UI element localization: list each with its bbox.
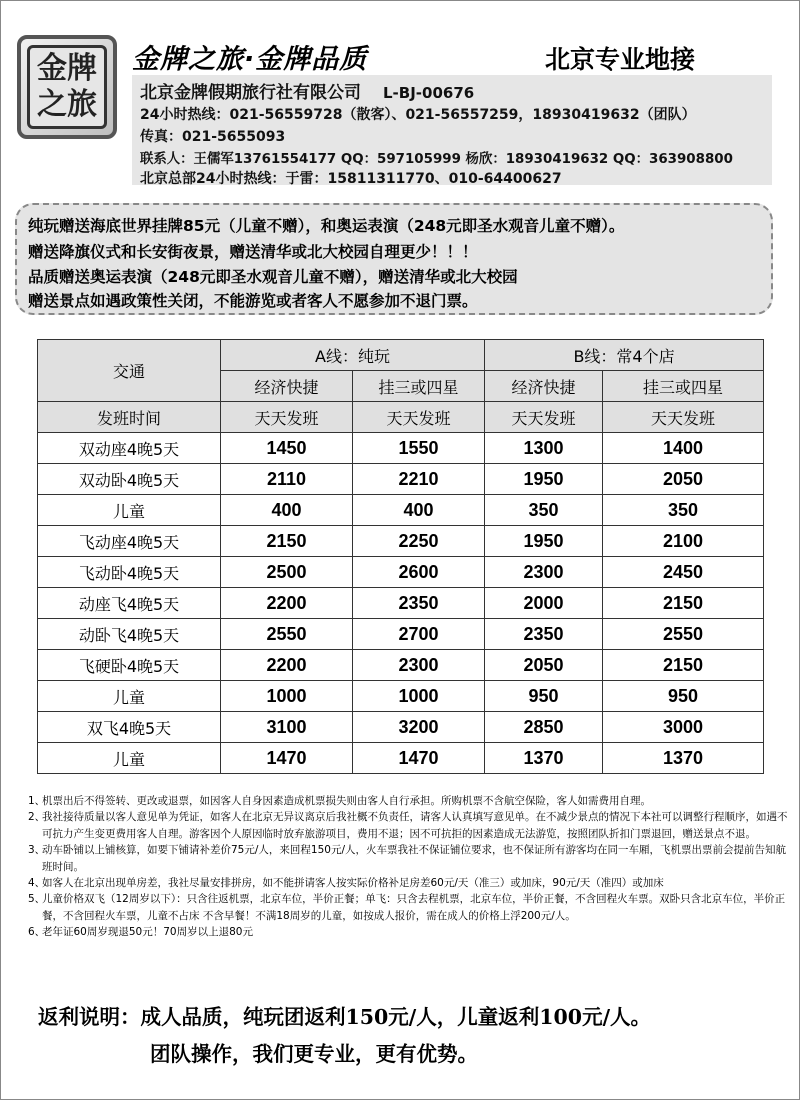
route-cell: 动座飞4晚5天 (38, 588, 221, 619)
route-cell: 飞硬卧4晚5天 (38, 650, 221, 681)
price-cell: 950 (603, 681, 764, 712)
promo-line: 纯玩赠送海底世界挂牌85元（儿童不赠），和奥运表演（248元即圣水观音儿童不赠）。 (28, 217, 625, 235)
price-cell: 1000 (353, 681, 485, 712)
note-text: 老年证60周岁现退50元！70周岁以上退80元 (42, 926, 253, 939)
slogan: 金牌之旅·金牌品质 (132, 44, 368, 75)
price-cell: 2350 (353, 588, 485, 619)
table-row (38, 650, 764, 681)
price-cell: 2100 (603, 526, 764, 557)
contacts: 联系人：王儒军13761554177 QQ：597105999 杨欣：18930419632 QQ：363908800 (140, 152, 733, 167)
price-cell: 2600 (353, 557, 485, 588)
hq-hotline: 北京总部24小时热线：于雷：15811311770、010-64400627 (140, 171, 562, 187)
price-cell: 2150 (221, 526, 353, 557)
route-cell: 飞动卧4晚5天 (38, 557, 221, 588)
subheader-cell: 挂三或四星 (353, 371, 485, 402)
note-text: 儿童价格双飞（12周岁以下）：只含往返机票，北京车位，半价正餐；单飞：只含去程机票，北京车位，半价正餐，不含回程火车票。双卧只含北京车位，半价正餐，不含回程火车票，儿童不占床 不含早餐！不满18周岁的儿童，如按成人报价，需在成人的价格上浮200元/人。 (42, 893, 786, 922)
price-cell: 3000 (603, 712, 764, 743)
note-text: 动车卧铺以上铺核算，如要下铺请补差价75元/人，来回程150元/人，火车票我社不保证铺位要求，也不保证所有游客均在同一车厢，飞机票出票前会提前告知航班时间。 (42, 844, 786, 873)
price-cell: 1400 (603, 433, 764, 464)
table-row (38, 619, 764, 650)
departure-cell: 天天发班 (353, 402, 485, 433)
price-cell: 350 (485, 495, 603, 526)
price-cell: 2200 (221, 650, 353, 681)
table-row (38, 681, 764, 712)
price-cell: 2850 (485, 712, 603, 743)
company-name-line (140, 78, 474, 103)
price-rows (38, 433, 764, 774)
table-row (38, 588, 764, 619)
price-cell: 2110 (221, 464, 353, 495)
departure-cell: 天天发班 (221, 402, 353, 433)
route-cell: 儿童 (38, 681, 221, 712)
price-cell: 2210 (353, 464, 485, 495)
table-row (38, 712, 764, 743)
promo-line: 品质赠送奥运表演（248元即圣水观音儿童不赠），赠送清华或北大校园 (28, 268, 518, 286)
header-line-a: A线：纯玩 (221, 340, 485, 371)
price-cell: 1950 (485, 526, 603, 557)
price-cell: 2050 (485, 650, 603, 681)
price-cell: 2450 (603, 557, 764, 588)
note-text: 我社接待质量以客人意见单为凭证，如客人在北京无异议离京后我社概不负责任，请客人认真填写意见单。在不减少景点的情况下本社可以调整行程顺序，如遇不可抗力产生变更费用客人自理。游客因个人原因临时放弃旅游项目，费用不退；因不可抗拒的因素造成无法游览，按照团队折扣门票退回，赠送景点不退。 (42, 811, 788, 840)
price-cell: 1370 (485, 743, 603, 774)
price-cell: 950 (485, 681, 603, 712)
price-table (37, 339, 764, 774)
price-cell: 400 (353, 495, 485, 526)
price-cell: 1470 (221, 743, 353, 774)
logo-text-bottom: 之旅 (37, 87, 97, 122)
company-logo (17, 35, 117, 139)
route-cell: 动卧飞4晚5天 (38, 619, 221, 650)
price-cell: 2150 (603, 588, 764, 619)
route-cell: 双动座4晚5天 (38, 433, 221, 464)
price-cell: 2000 (485, 588, 603, 619)
table-header-row (38, 340, 764, 371)
route-cell: 儿童 (38, 495, 221, 526)
price-cell: 2550 (221, 619, 353, 650)
hotline: 24小时热线：021-56559728（散客）、021-56557259，18930419632（团队） (140, 107, 696, 123)
table-row (38, 557, 764, 588)
promo-line: 赠送降旗仪式和长安街夜景，赠送清华或北大校园自理更少！！！ (28, 243, 478, 261)
price-cell: 2150 (603, 650, 764, 681)
table-row (38, 526, 764, 557)
note-index: 2、 (28, 811, 46, 824)
table-row (38, 464, 764, 495)
note-index: 3、 (28, 844, 46, 857)
note-index: 4、 (28, 877, 46, 890)
note-text: 如客人在北京出现单房差，我社尽量安排拼房，如不能拼请客人按实际价格补足房差60元/天（准三）或加床，90元/天（准四）或加床 (42, 877, 664, 890)
price-cell: 1370 (603, 743, 764, 774)
price-cell: 2300 (485, 557, 603, 588)
slogan-right: 北京专业地接 (545, 45, 696, 74)
price-cell: 3200 (353, 712, 485, 743)
header-transport: 交通 (38, 340, 221, 402)
fax: 传真：021-5655093 (140, 129, 286, 145)
price-cell: 1470 (353, 743, 485, 774)
note-item (28, 875, 788, 891)
subheader-cell: 经济快捷 (485, 371, 603, 402)
price-cell: 2200 (221, 588, 353, 619)
license-number: L-BJ-00676 (383, 84, 475, 102)
price-cell: 1000 (221, 681, 353, 712)
price-cell: 1550 (353, 433, 485, 464)
notes-list (28, 793, 788, 941)
tagline: 团队操作，我们更专业，更有优势。 (150, 1042, 478, 1066)
header-line-b: B线：常4个店 (485, 340, 764, 371)
price-cell: 2550 (603, 619, 764, 650)
subheader-cell: 挂三或四星 (603, 371, 764, 402)
note-item (28, 891, 788, 924)
header-departure: 发班时间 (38, 402, 221, 433)
note-index: 1、 (28, 795, 46, 807)
subheader-cell: 经济快捷 (221, 371, 353, 402)
price-cell: 2700 (353, 619, 485, 650)
price-cell: 1300 (485, 433, 603, 464)
note-item (28, 924, 788, 940)
table-row (38, 743, 764, 774)
note-item (28, 809, 788, 842)
price-cell: 2500 (221, 557, 353, 588)
promo-line: 赠送景点如遇政策性关闭，不能游览或者客人不愿参加不退门票。 (28, 292, 478, 310)
price-cell: 2300 (353, 650, 485, 681)
note-index: 5、 (28, 893, 46, 906)
price-cell: 400 (221, 495, 353, 526)
logo-text-top: 金牌 (37, 51, 97, 86)
route-cell: 儿童 (38, 743, 221, 774)
route-cell: 飞动座4晚5天 (38, 526, 221, 557)
price-cell: 2050 (603, 464, 764, 495)
route-cell: 双动卧4晚5天 (38, 464, 221, 495)
table-row (38, 433, 764, 464)
note-index: 6、 (28, 926, 46, 939)
price-cell: 350 (603, 495, 764, 526)
route-cell: 双飞4晚5天 (38, 712, 221, 743)
note-text: 机票出后不得签转、更改或退票，如因客人自身因素造成机票损失则由客人自行承担。所购机票不含航空保险，客人如需费用自理。 (42, 795, 651, 807)
company-name: 北京金牌假期旅行社有限公司 (140, 83, 361, 103)
note-item (28, 842, 788, 875)
departure-row (38, 402, 764, 433)
price-cell: 2250 (353, 526, 485, 557)
price-cell: 1450 (221, 433, 353, 464)
table-row (38, 495, 764, 526)
price-cell: 1950 (485, 464, 603, 495)
departure-cell: 天天发班 (485, 402, 603, 433)
departure-cell: 天天发班 (603, 402, 764, 433)
price-cell: 2350 (485, 619, 603, 650)
rebate-note: 返利说明：成人品质，纯玩团返利150元/人，儿童返利100元/人。 (38, 1005, 652, 1029)
note-item (28, 793, 788, 809)
price-cell: 3100 (221, 712, 353, 743)
